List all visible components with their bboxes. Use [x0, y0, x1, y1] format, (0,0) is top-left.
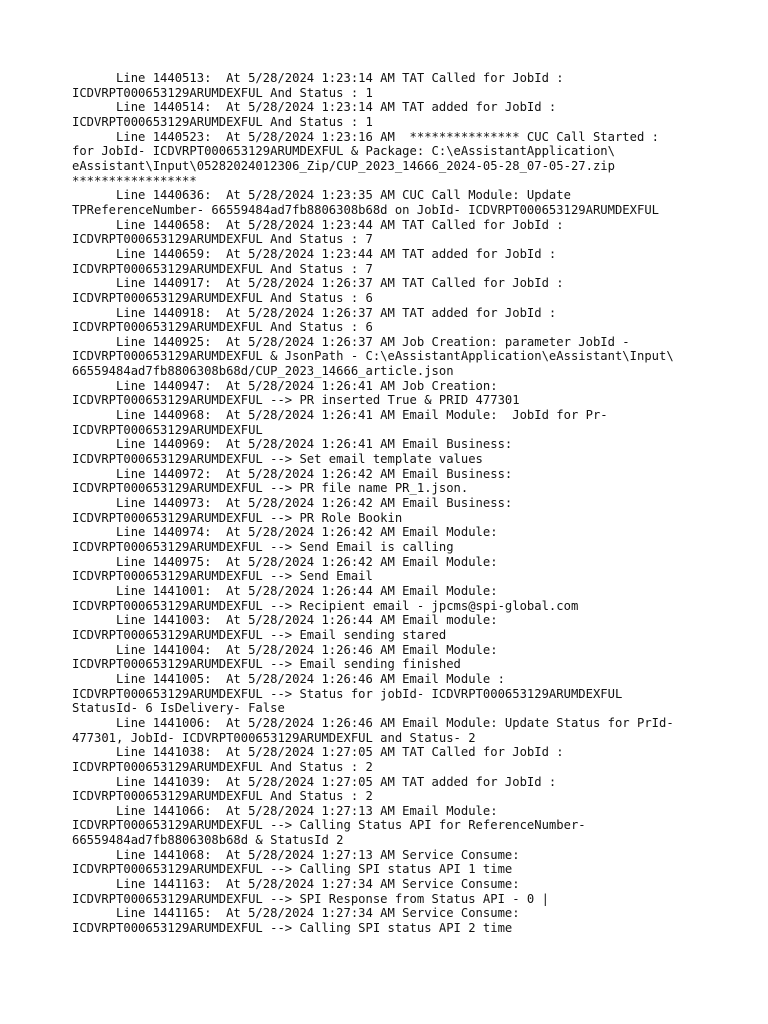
log-entry-header: Line 1440947: At 5/28/2024 1:26:41 AM Job Creation: [72, 378, 498, 393]
log-entry-continuation: ICDVRPT000653129ARUMDEXFUL --> Recipient email - jpcms@spi-global.com [72, 598, 579, 613]
log-entry-continuation: ICDVRPT000653129ARUMDEXFUL --> Send Email [72, 569, 373, 584]
log-entry [72, 100, 762, 129]
log-entry-header: Line 1440514: At 5/28/2024 1:23:14 AM TAT added for JobId : [72, 100, 557, 115]
log-entry-header: Line 1440974: At 5/28/2024 1:26:42 AM Email Module: [72, 525, 498, 540]
log-entry [72, 877, 762, 906]
log-entry-header: Line 1440975: At 5/28/2024 1:26:42 AM Email Module: [72, 554, 498, 569]
log-entry [72, 130, 762, 189]
log-entry [72, 496, 762, 525]
log-entry-continuation: ICDVRPT000653129ARUMDEXFUL & JsonPath - C:\eAssistantApplication\eAssistant\Input\ [72, 349, 674, 364]
log-entry-header: Line 1441163: At 5/28/2024 1:27:34 AM Service Consume: [72, 877, 520, 892]
log-entry-continuation: ICDVRPT000653129ARUMDEXFUL --> SPI Response from Status API - 0 | [72, 891, 549, 906]
log-entry-continuation: ICDVRPT000653129ARUMDEXFUL And Status : 7 [72, 261, 373, 276]
log-entry-continuation: ICDVRPT000653129ARUMDEXFUL --> Set email template values [72, 452, 483, 467]
log-entry-continuation: StatusId- 6 IsDelivery- False [72, 701, 285, 716]
log-entry-continuation: TPReferenceNumber- 66559484ad7fb8806308b68d on JobId- ICDVRPT000653129ARUMDEXFUL [72, 202, 659, 217]
log-entry-continuation: ICDVRPT000653129ARUMDEXFUL --> Calling SPI status API 2 time [72, 921, 513, 936]
log-entry-header: Line 1440918: At 5/28/2024 1:26:37 AM TAT added for JobId : [72, 305, 557, 320]
log-entry-header: Line 1440968: At 5/28/2024 1:26:41 AM Email Module: JobId for Pr- [72, 408, 608, 423]
log-entry-header: Line 1441001: At 5/28/2024 1:26:44 AM Email Module: [72, 583, 498, 598]
log-entry [72, 672, 762, 716]
log-entry [72, 804, 762, 848]
log-entry-continuation: ICDVRPT000653129ARUMDEXFUL And Status : 2 [72, 789, 373, 804]
log-entry-continuation: ICDVRPT000653129ARUMDEXFUL And Status : 1 [72, 114, 373, 129]
log-entry [72, 643, 762, 672]
log-entry-header: Line 1440636: At 5/28/2024 1:23:35 AM CUC Call Module: Update [72, 188, 571, 203]
log-entry-header: Line 1441005: At 5/28/2024 1:26:46 AM Email Module : [72, 671, 505, 686]
log-entry [72, 745, 762, 774]
log-entry [72, 408, 762, 437]
log-entry-header: Line 1441066: At 5/28/2024 1:27:13 AM Email Module: [72, 803, 498, 818]
log-entry-header: Line 1440658: At 5/28/2024 1:23:44 AM TAT Called for JobId : [72, 217, 564, 232]
log-entry [72, 71, 762, 100]
log-document [72, 71, 762, 936]
log-entry-continuation: eAssistant\Input\05282024012306_Zip/CUP_2023_14666_2024-05-28_07-05-27.zip [72, 158, 615, 173]
log-entry-continuation: ICDVRPT000653129ARUMDEXFUL --> PR Role Bookin [72, 510, 403, 525]
log-entry-header: Line 1440925: At 5/28/2024 1:26:37 AM Job Creation: parameter JobId - [72, 334, 630, 349]
log-entry-header: Line 1440523: At 5/28/2024 1:23:16 AM *************** CUC Call Started : [72, 129, 659, 144]
log-entry [72, 188, 762, 217]
log-entry [72, 716, 762, 745]
log-entry-continuation: ICDVRPT000653129ARUMDEXFUL --> Calling SPI status API 1 time [72, 862, 513, 877]
log-entry-continuation: ICDVRPT000653129ARUMDEXFUL [72, 422, 263, 437]
log-entry-header: Line 1440969: At 5/28/2024 1:26:41 AM Email Business: [72, 437, 513, 452]
log-entry-continuation: ICDVRPT000653129ARUMDEXFUL And Status : 6 [72, 290, 373, 305]
log-entry [72, 848, 762, 877]
log-entry-continuation: 477301, JobId- ICDVRPT000653129ARUMDEXFUL and Status- 2 [72, 730, 476, 745]
log-entry [72, 437, 762, 466]
log-entry [72, 335, 762, 379]
log-entry-header: Line 1441068: At 5/28/2024 1:27:13 AM Service Consume: [72, 847, 520, 862]
log-entry [72, 218, 762, 247]
log-entry-continuation: ICDVRPT000653129ARUMDEXFUL And Status : 2 [72, 759, 373, 774]
log-entry-header: Line 1440659: At 5/28/2024 1:23:44 AM TAT added for JobId : [72, 246, 557, 261]
log-entry-header: Line 1440972: At 5/28/2024 1:26:42 AM Email Business: [72, 466, 513, 481]
log-entry-continuation: ICDVRPT000653129ARUMDEXFUL --> PR inserted True & PRID 477301 [72, 393, 520, 408]
log-entry-continuation: ***************** [72, 173, 197, 188]
log-entry [72, 276, 762, 305]
log-entry [72, 379, 762, 408]
log-entry-continuation: ICDVRPT000653129ARUMDEXFUL --> PR file name PR_1.json. [72, 481, 469, 496]
log-entry-header: Line 1441006: At 5/28/2024 1:26:46 AM Email Module: Update Status for PrId- [72, 715, 674, 730]
log-entry [72, 467, 762, 496]
log-entry [72, 613, 762, 642]
log-entry-header: Line 1441003: At 5/28/2024 1:26:44 AM Email module: [72, 613, 498, 628]
log-entry [72, 247, 762, 276]
log-entry-continuation: ICDVRPT000653129ARUMDEXFUL --> Send Email is calling [72, 540, 454, 554]
log-entry-header: Line 1440917: At 5/28/2024 1:26:37 AM TAT Called for JobId : [72, 276, 564, 291]
log-entry-header: Line 1441039: At 5/28/2024 1:27:05 AM TAT added for JobId : [72, 774, 557, 789]
log-entry-continuation: 66559484ad7fb8806308b68d/CUP_2023_14666_article.json [72, 364, 454, 379]
log-entry [72, 906, 762, 935]
log-entry-header: Line 1441165: At 5/28/2024 1:27:34 AM Service Consume: [72, 906, 520, 921]
log-entry-continuation: ICDVRPT000653129ARUMDEXFUL And Status : 7 [72, 232, 373, 247]
log-entry [72, 306, 762, 335]
log-entry [72, 525, 762, 554]
log-entry [72, 555, 762, 584]
log-entry-header: Line 1440973: At 5/28/2024 1:26:42 AM Email Business: [72, 496, 513, 511]
log-entry-continuation: ICDVRPT000653129ARUMDEXFUL --> Email sending stared [72, 627, 447, 642]
log-entry-continuation: ICDVRPT000653129ARUMDEXFUL --> Email sending finished [72, 657, 461, 672]
log-entry [72, 775, 762, 804]
log-entry-header: Line 1441004: At 5/28/2024 1:26:46 AM Email Module: [72, 642, 498, 657]
log-entry-continuation: ICDVRPT000653129ARUMDEXFUL --> Status for jobId- ICDVRPT000653129ARUMDEXFUL [72, 686, 623, 701]
log-entry [72, 584, 762, 613]
log-entry-header: Line 1441038: At 5/28/2024 1:27:05 AM TAT Called for JobId : [72, 745, 564, 760]
log-entry-continuation: ICDVRPT000653129ARUMDEXFUL --> Calling Status API for ReferenceNumber- [72, 818, 586, 833]
log-entry-continuation: 66559484ad7fb8806308b68d & StatusId 2 [72, 833, 344, 848]
log-entry-header: Line 1440513: At 5/28/2024 1:23:14 AM TAT Called for JobId : [72, 71, 564, 85]
log-entry-continuation: for JobId- ICDVRPT000653129ARUMDEXFUL & Package: C:\eAssistantApplication\ [72, 144, 615, 159]
log-entry-continuation: ICDVRPT000653129ARUMDEXFUL And Status : 1 [72, 85, 373, 100]
log-entry-continuation: ICDVRPT000653129ARUMDEXFUL And Status : 6 [72, 320, 373, 335]
